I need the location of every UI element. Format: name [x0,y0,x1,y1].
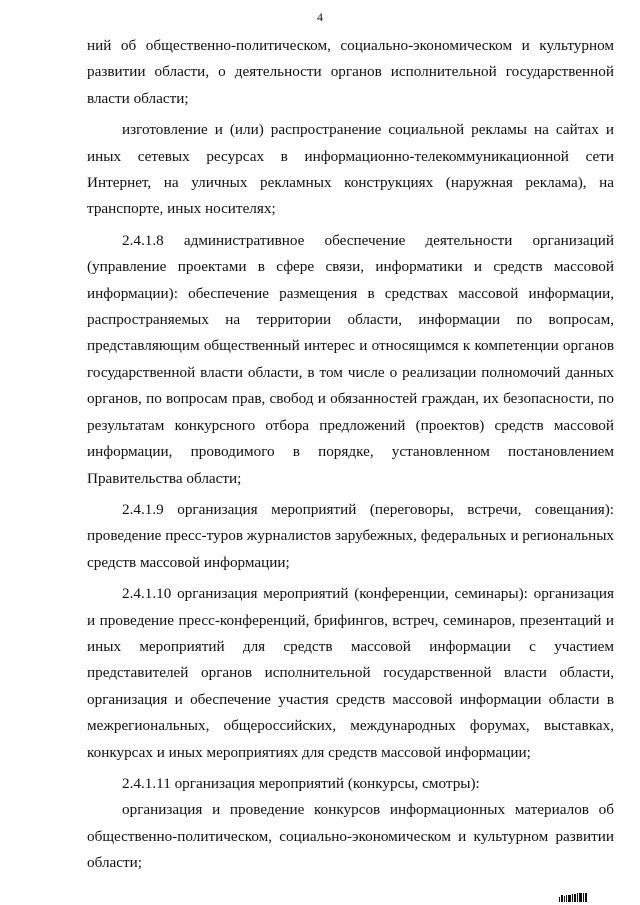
paragraph-2-4-1-8: 2.4.1.8 административное обеспечение деятельности организаций (управление проектами в сфере связи, информатики и средств массовой информации): обеспечение размещения в средствах массовой информации, распространяемых на территории области, информации по вопросам, представляющим общественный интерес и относящимся к компетенции органов государственной власти области, в том числе о реализации полномочий данных органов, по вопросам прав, свобод и обязанностей граждан, их безопасности, по результатам конкурсного отбора предложений (проектов) средств массовой информации, проводимого в порядке, установленном постановлением Правительства области; [87,231,614,487]
paragraph-2-4-1-11: 2.4.1.11 организация мероприятий (конкурсы, смотры): [122,774,480,792]
barcode-mark [559,893,587,902]
paragraph-2-4-1-9: 2.4.1.9 организация мероприятий (переговоры, встречи, совещания): проведение пресс-туров журналистов зарубежных, федеральных и региональных средств массовой информации; [87,500,614,571]
paragraph-continuation: ний об общественно-политическом, социально-экономическом и культурном развитии области, о деятельности органов исполнительной государственной власти области; [87,37,614,107]
paragraph-contests: организация и проведение конкурсов информационных материалов об общественно-политическом, социально-экономическом и культурном развитии области; [87,801,614,872]
paragraph-2-4-1-10: 2.4.1.10 организация мероприятий (конференции, семинары): организация и проведение пресс-конференций, брифингов, встреч, семинаров, презентаций и иных мероприятий для средств массовой информации с участием представителей органов исполнительной государственной власти области, организация и обеспечение участия средств массовой информации области в межрегиональных, общероссийских, международных форумах, выставках, конкурсах и иных мероприятиях для средств массовой информации; [87,585,614,761]
document-body [87,33,614,877]
page-number: 4 [317,10,323,24]
paragraph-social-advertising: изготовление и (или) распространение социальной рекламы на сайтах и иных сетевых ресурсах в информационно-телекоммуникационной сети Интернет, на уличных рекламных конструкциях (наружная реклама), на транспорте, иных носителях; [87,121,614,218]
